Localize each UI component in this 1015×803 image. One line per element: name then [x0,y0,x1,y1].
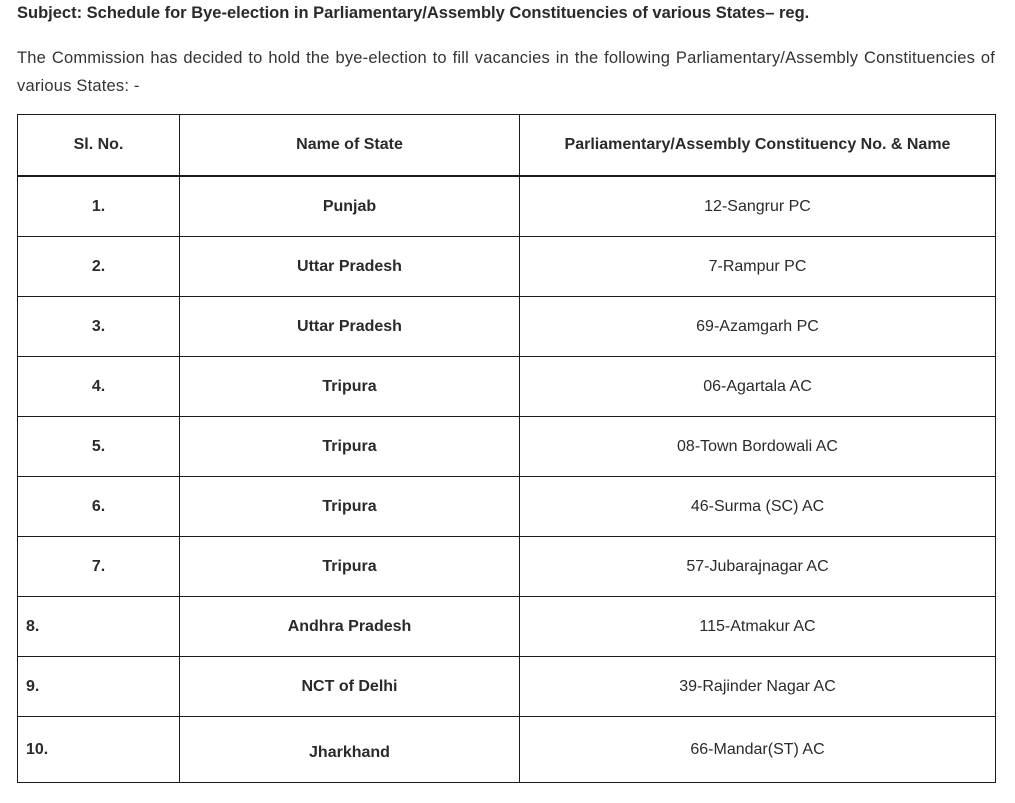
header-state: Name of State [180,115,520,177]
subject-line: Subject: Schedule for Bye-election in Parliamentary/Assembly Constituencies of various States– reg. [17,4,810,22]
cell-constituency: 46-Surma (SC) AC [520,477,996,537]
cell-sl-no: 4. [18,357,180,417]
cell-sl-no: 5. [18,417,180,477]
header-constituency: Parliamentary/Assembly Constituency No. & Name [520,115,996,177]
bye-election-schedule-table [17,114,996,783]
table-row [18,597,996,657]
cell-state: Uttar Pradesh [180,237,520,297]
cell-sl-no: 8. [18,597,180,657]
cell-state: Uttar Pradesh [180,297,520,357]
cell-state: Andhra Pradesh [180,597,520,657]
table-row [18,657,996,717]
cell-constituency: 115-Atmakur AC [520,597,996,657]
cell-constituency: 06-Agartala AC [520,357,996,417]
cell-sl-no: 10. [18,717,180,783]
cell-state: Jharkhand [180,717,520,783]
cell-state: Punjab [180,176,520,237]
cell-sl-no: 2. [18,237,180,297]
cell-state: Tripura [180,477,520,537]
cell-constituency: 69-Azamgarh PC [520,297,996,357]
table-row [18,417,996,477]
table-row [18,537,996,597]
table-row [18,237,996,297]
cell-constituency: 57-Jubarajnagar AC [520,537,996,597]
cell-constituency: 12-Sangrur PC [520,176,996,237]
table-row [18,357,996,417]
table-header-row [18,115,996,177]
cell-state: Tripura [180,417,520,477]
cell-state: Tripura [180,537,520,597]
header-sl-no: Sl. No. [18,115,180,177]
cell-sl-no: 9. [18,657,180,717]
cell-constituency: 39-Rajinder Nagar AC [520,657,996,717]
cell-state: Tripura [180,357,520,417]
table-row [18,717,996,783]
cell-sl-no: 6. [18,477,180,537]
cell-constituency: 7-Rampur PC [520,237,996,297]
cell-state: NCT of Delhi [180,657,520,717]
cell-constituency: 66-Mandar(ST) AC [520,717,996,783]
table-row [18,477,996,537]
table-row [18,297,996,357]
cell-sl-no: 3. [18,297,180,357]
cell-constituency: 08-Town Bordowali AC [520,417,996,477]
table-row [18,176,996,237]
intro-paragraph: The Commission has decided to hold the bye-election to fill vacancies in the following Parliamentary/Assembly Constituencies of various States: - [17,49,995,95]
cell-sl-no: 7. [18,537,180,597]
cell-sl-no: 1. [18,176,180,237]
